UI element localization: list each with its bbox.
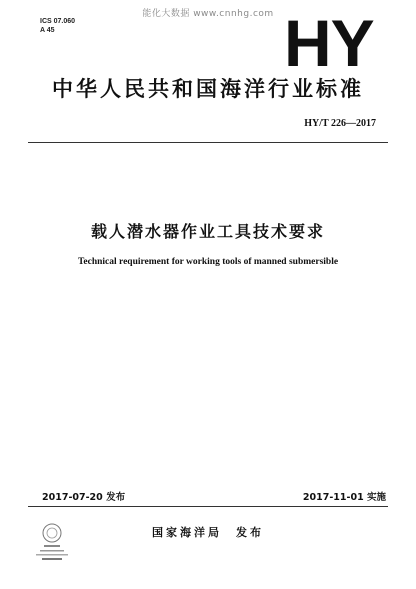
bottom-divider bbox=[28, 506, 388, 507]
issue-date: 2017-07-20 发布 bbox=[42, 492, 126, 503]
hy-logo: HY bbox=[284, 6, 374, 80]
watermark-text: 能化大数据 www.cnnhg.com bbox=[142, 9, 274, 19]
ics-code: ICS 07.060 bbox=[40, 18, 76, 25]
standard-number: HY/T 226—2017 bbox=[304, 118, 376, 129]
publisher-line bbox=[0, 524, 416, 540]
publisher-name: 国家海洋局 bbox=[152, 526, 222, 539]
top-divider bbox=[28, 142, 388, 143]
publisher-action: 发布 bbox=[236, 526, 264, 539]
ccs-code: A 45 bbox=[40, 27, 55, 34]
standard-classification: 中华人民共和国海洋行业标准 bbox=[52, 77, 364, 101]
implementation-date: 2017-11-01 实施 bbox=[302, 492, 386, 503]
title-chinese: 载人潜水器作业工具技术要求 bbox=[90, 222, 325, 241]
title-english: Technical requirement for working tools of manned submersible bbox=[77, 257, 339, 267]
